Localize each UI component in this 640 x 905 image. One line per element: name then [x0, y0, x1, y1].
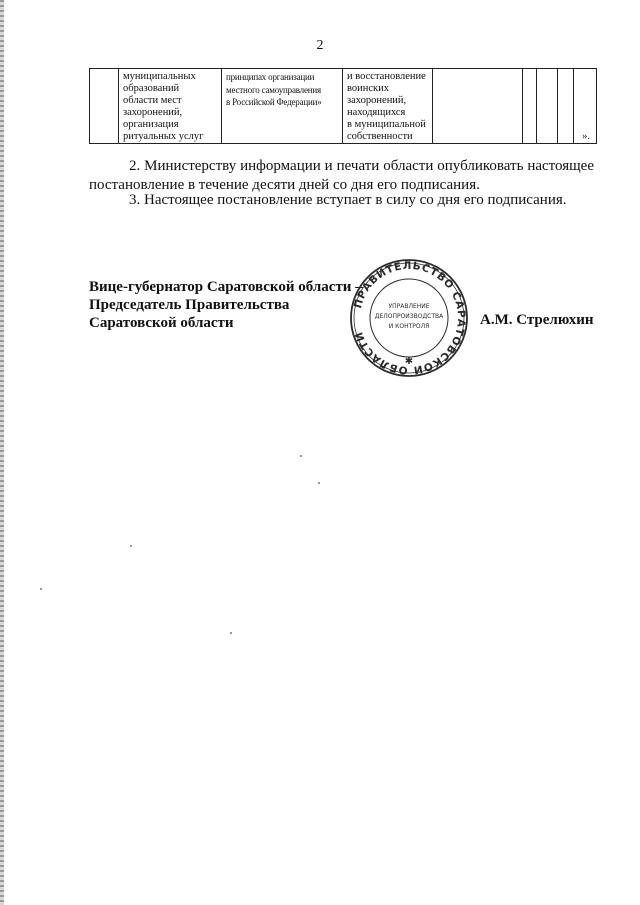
paragraph-2: 2. Министерству информации и печати области опубликовать настоящее постановление в течение десяти дней со дня его подписания. [89, 158, 594, 193]
table-cell-empty [537, 69, 558, 144]
seal-inner-line-2: ДЕЛОПРОИЗВОДСТВА [374, 313, 444, 320]
table-row [90, 69, 597, 144]
table-cell-event: муниципальных образований области мест захоронений, организация ритуальных услуг [119, 69, 222, 144]
page-number: 2 [316, 38, 324, 53]
table-cell-law: принципах организации местного самоуправления в Российской Федерации» [222, 69, 343, 144]
svg-text:ПРАВИТЕЛЬСТВО САРАТОВСКОЙ ОБЛА: ПРАВИТЕЛЬСТВО САРАТОВСКОЙ ОБЛАСТИ [351, 259, 468, 377]
continued-table [89, 68, 597, 144]
scan-speck [230, 632, 232, 634]
scan-edge-artifact [0, 0, 4, 905]
scan-speck [40, 588, 42, 590]
official-seal-stamp [349, 258, 469, 378]
signature-title-line-1: Вице-губернатор Саратовской области – [89, 279, 363, 295]
table-cell-empty [523, 69, 537, 144]
table-cell-empty [433, 69, 523, 144]
scan-speck [300, 455, 302, 457]
signature-title-line-2: Председатель Правительства [89, 297, 290, 313]
seal-star-icon: ✱ [404, 356, 414, 367]
seal-inner-line-1: УПРАВЛЕНИЕ [388, 303, 430, 310]
table-cell-empty [558, 69, 574, 144]
signature-title [89, 278, 363, 332]
table-cell-description: и восстановление воинских захоронений, находящихся в муниципальной собственности [343, 69, 433, 144]
scan-speck [130, 545, 132, 547]
signature-title-line-3: Саратовской области [89, 315, 234, 331]
seal-inner-line-3: И КОНТРОЛЯ [388, 323, 430, 330]
paragraph-3: 3. Настоящее постановление вступает в силу со дня его подписания. [129, 192, 567, 208]
scan-speck [318, 482, 320, 484]
table-cell-closing-quote: ». [574, 69, 597, 144]
table-cell-number [90, 69, 119, 144]
signatory-name: А.М. Стрелюхин [480, 312, 594, 328]
